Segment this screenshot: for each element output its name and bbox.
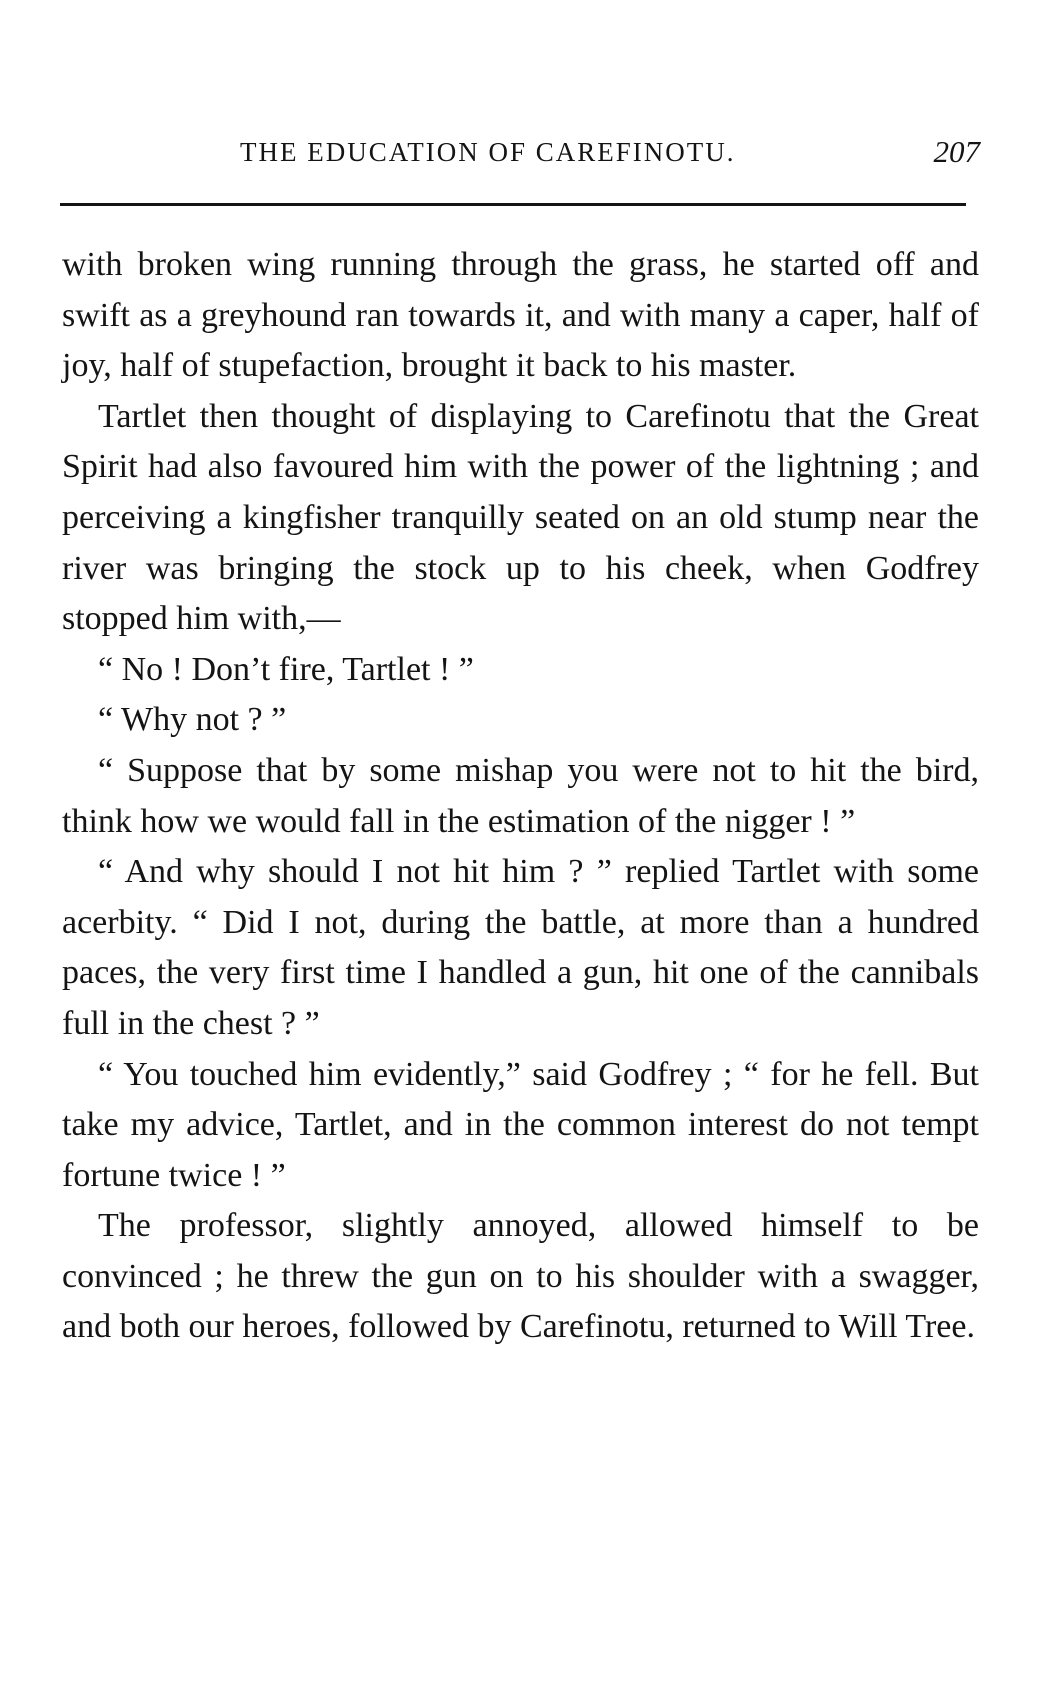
paragraph: “ No ! Don’t fire, Tartlet ! ” [98, 650, 474, 688]
paragraph: Tartlet then thought of displaying to Carefinotu that the Great Spirit had also favoured him with the power of the lightning ; and perceiving a kingfisher tranquilly seated on an old stump near the river was bringing the stock up to his cheek, when Godfrey stopped him with,— [62, 397, 979, 638]
page-number: 207 [933, 134, 980, 169]
paragraph: “ Why not ? ” [98, 701, 287, 739]
header-rule [60, 203, 966, 206]
running-title: THE EDUCATION OF CAREFINOTU. [240, 137, 736, 167]
body-text [62, 240, 979, 1353]
paragraph: The professor, slightly annoyed, allowed himself to be convinced ; he threw the gun on to his shoulder with a swagger, and both our heroes, followed by Carefinotu, returned to Will Tree. [62, 1207, 979, 1346]
paragraph: with broken wing running through the grass, he started off and swift as a greyhound ran towards it, and with many a caper, half of joy, half of stupefaction, brought it back to his master. [62, 246, 979, 385]
paragraph: “ You touched him evidently,” said Godfrey ; “ for he fell. But take my advice, Tartlet, and in the common interest do not tempt fortune twice ! ” [62, 1055, 979, 1194]
paragraph: “ Suppose that by some mishap you were not to hit the bird, think how we would fall in the estimation of the nigger ! ” [62, 751, 979, 840]
running-head [60, 132, 980, 172]
paragraph: “ And why should I not hit him ? ” replied Tartlet with some acerbity. “ Did I not, during the battle, at more than a hundred paces, the very first time I handled a gun, hit one of the cannibals full in the chest ? ” [62, 853, 979, 1042]
